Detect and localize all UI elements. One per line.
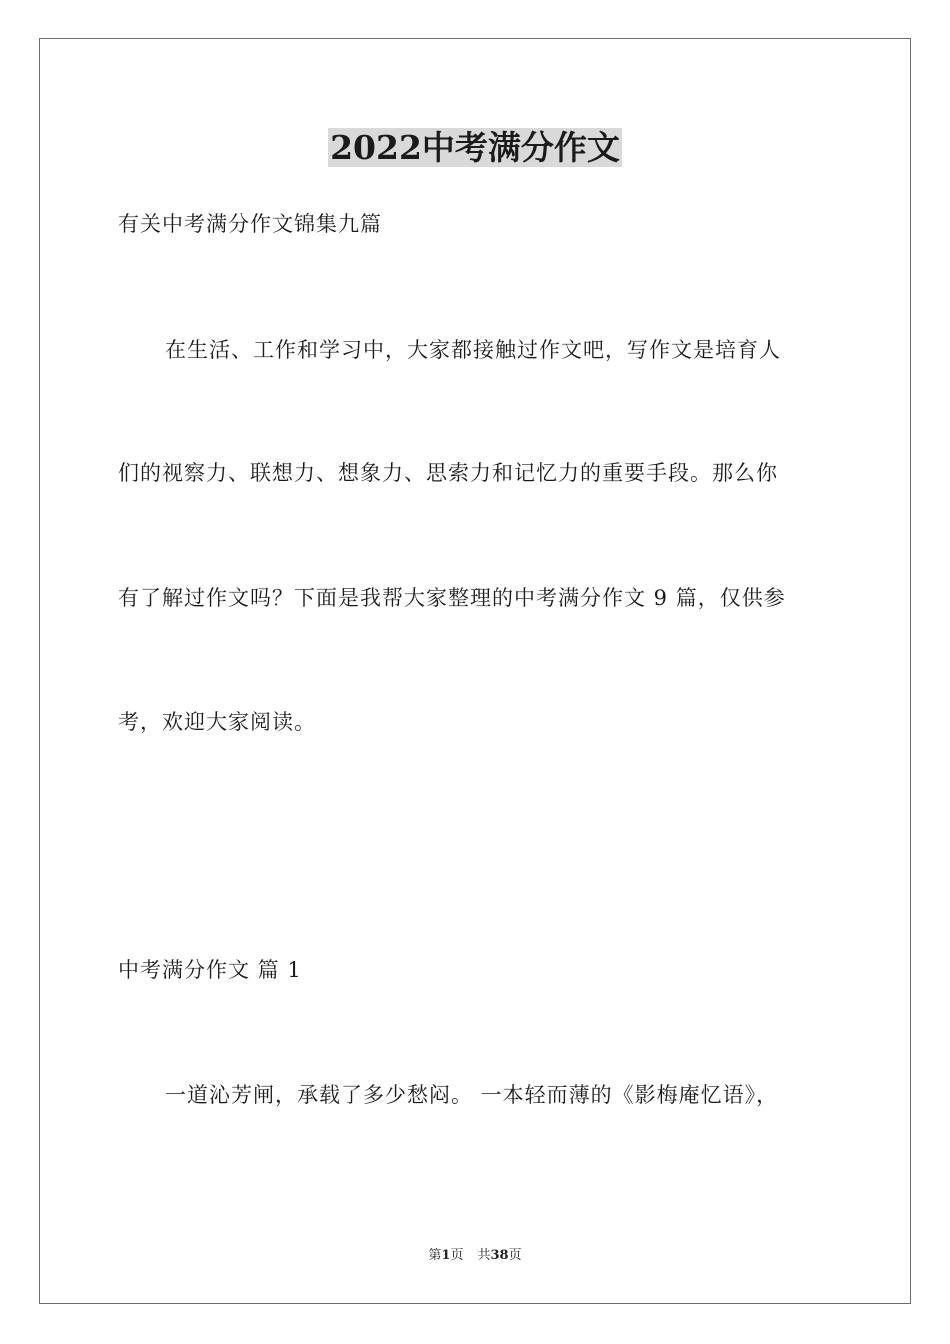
intro-line-1: 在生活、工作和学习中，大家都接触过作文吧，写作文是培育人 xyxy=(165,338,781,362)
intro-line-2: 们的视察力、联想力、想象力、思索力和记忆力的重要手段。那么你 xyxy=(118,461,778,485)
footer-total-prefix: 共 xyxy=(477,1248,491,1263)
document-subtitle: 有关中考满分作文锦集九篇 xyxy=(118,212,382,236)
footer-total-suffix: 页 xyxy=(508,1248,522,1263)
footer-page-total: 38 xyxy=(490,1248,509,1263)
document-title-text: 2022中考满分作文 xyxy=(330,128,620,167)
page-footer xyxy=(0,1247,950,1265)
footer-page-current: 1 xyxy=(441,1248,451,1263)
document-title xyxy=(0,122,950,174)
section-heading: 中考满分作文 篇 1 xyxy=(118,958,302,982)
intro-line-3: 有了解过作文吗？下面是我帮大家整理的中考满分作文 9 篇，仅供参 xyxy=(118,586,786,610)
section-line-1: 一道沁芳闸，承载了多少愁闷。 一本轻而薄的《影梅庵忆语》， xyxy=(165,1083,779,1107)
footer-page-suffix: 页 xyxy=(450,1248,464,1263)
intro-line-4: 考，欢迎大家阅读。 xyxy=(118,710,316,734)
footer-page-prefix: 第 xyxy=(428,1248,442,1263)
